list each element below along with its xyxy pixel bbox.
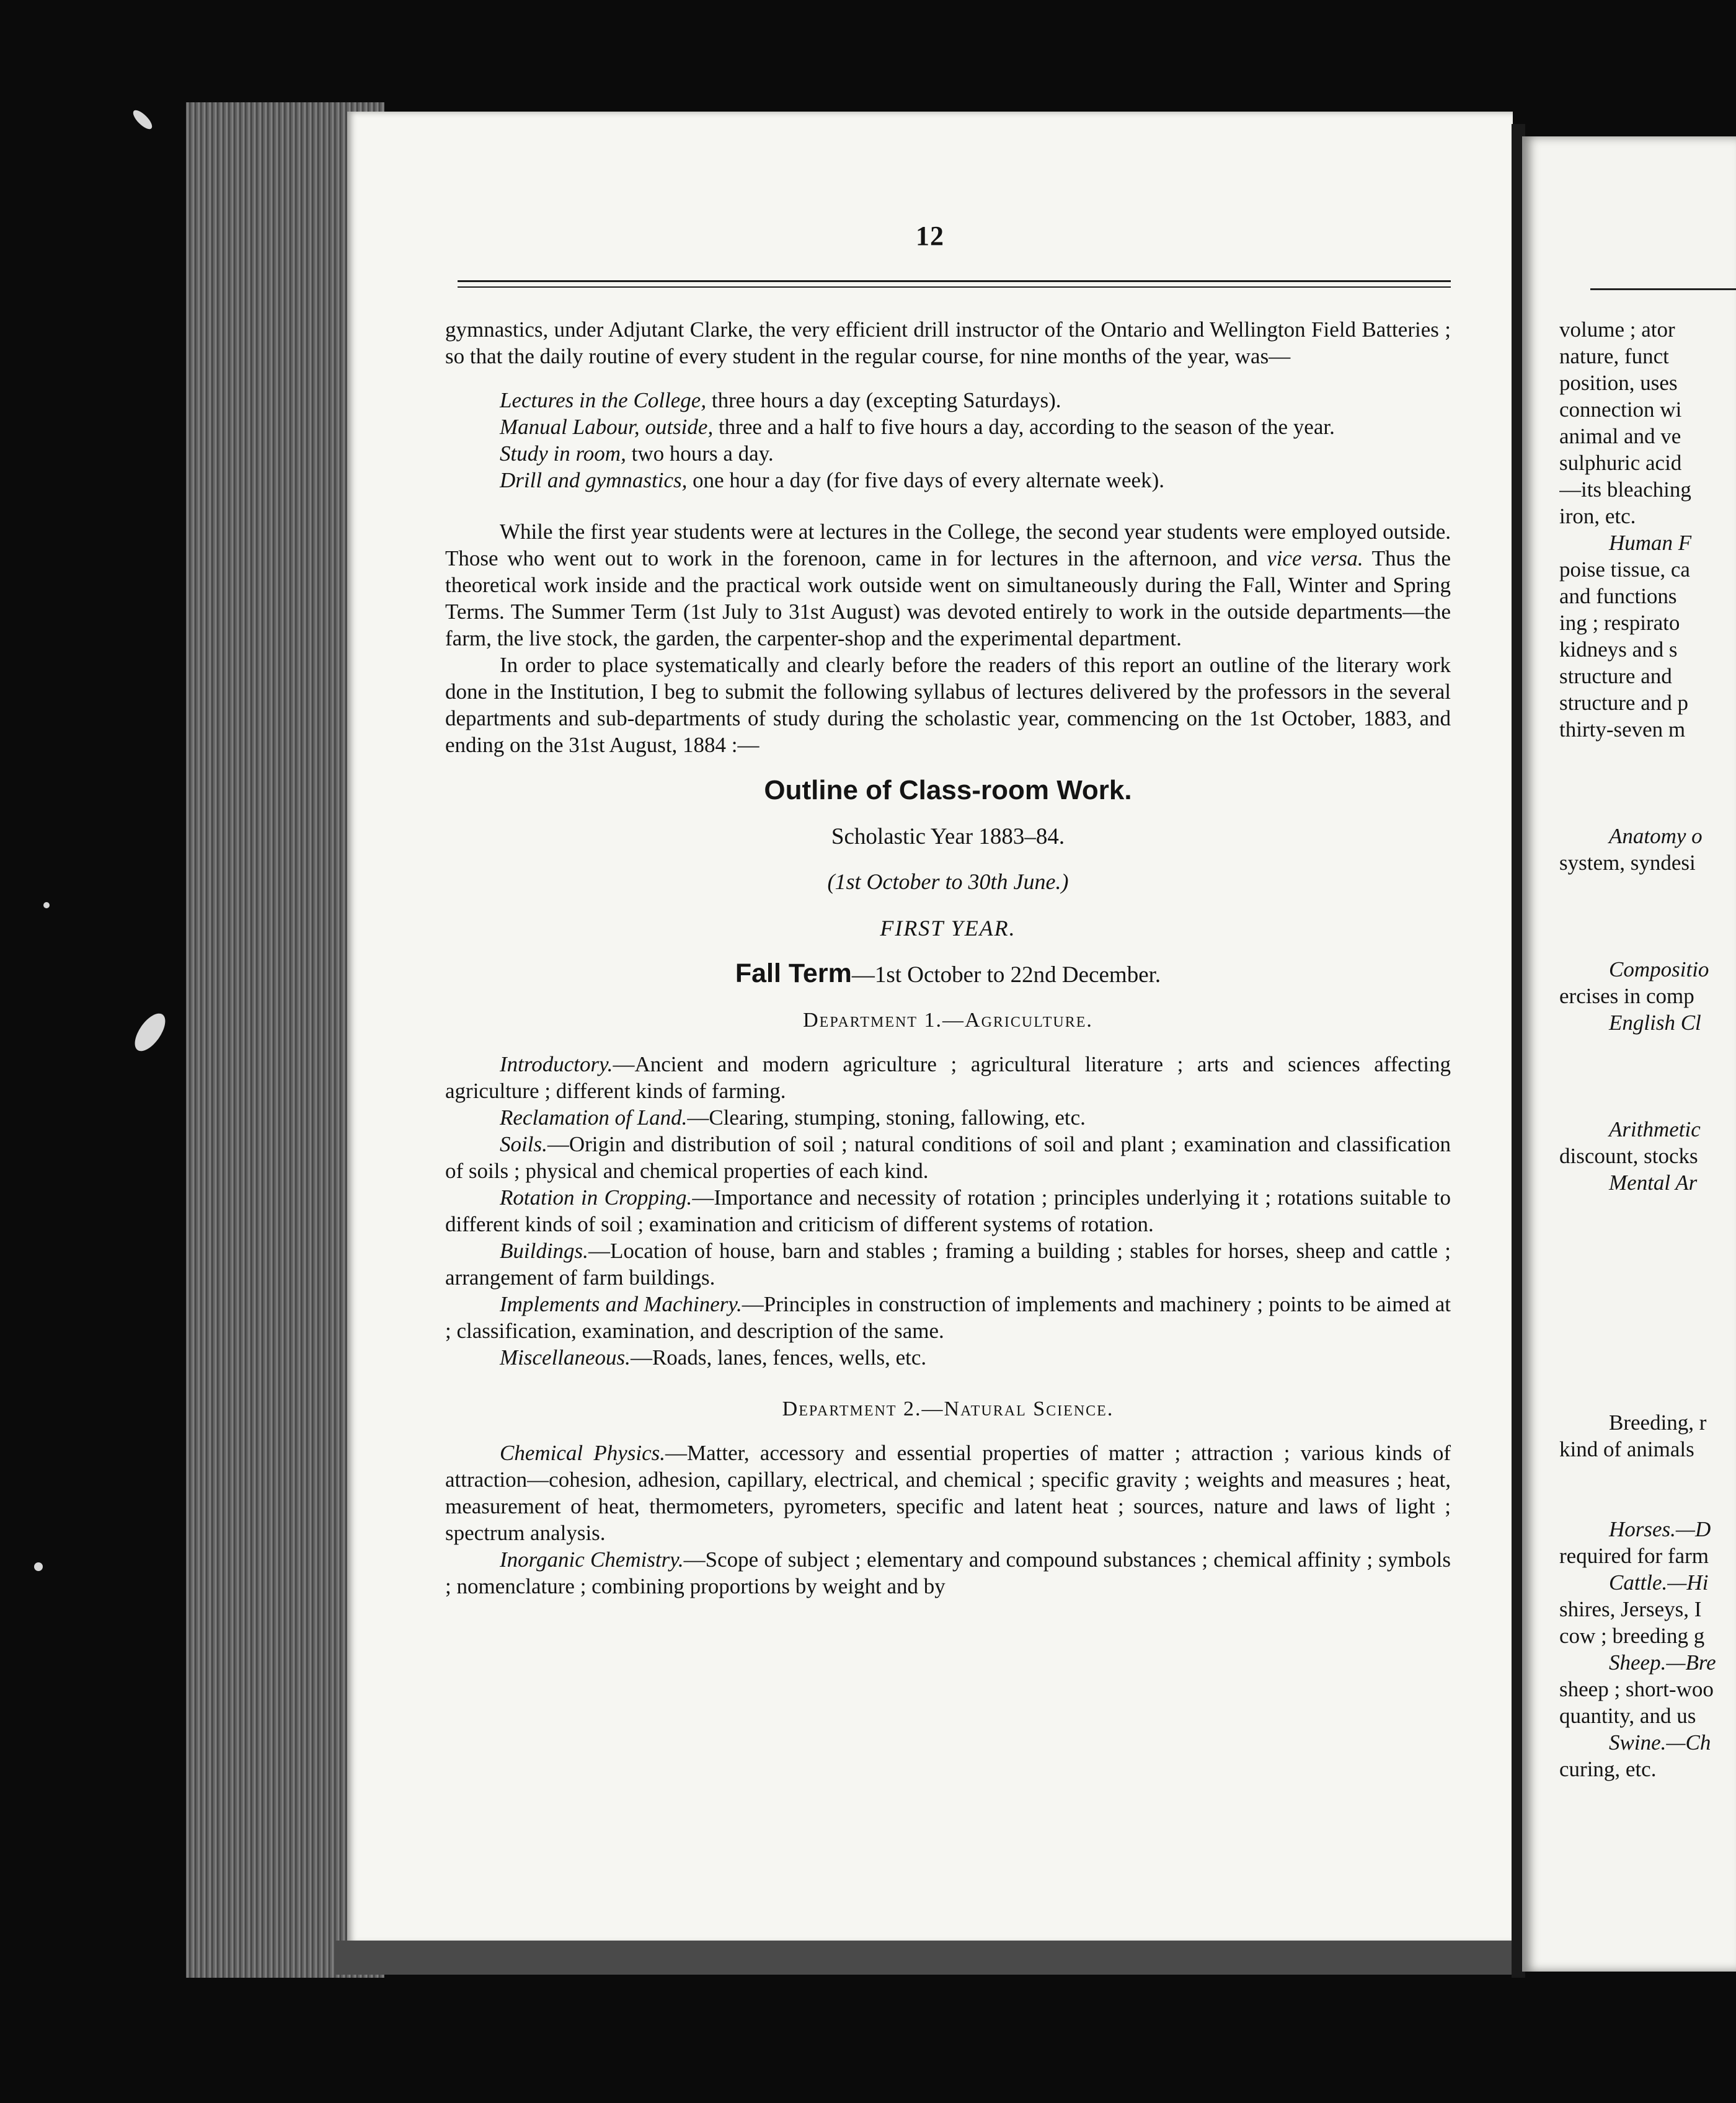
topic-label: Implements and Machinery. [500, 1292, 742, 1316]
facing-page-line: Compositio [1609, 957, 1709, 981]
facing-page-line [1559, 1036, 1736, 1063]
facing-page-line [1559, 1089, 1736, 1116]
facing-page-line: quantity, and us [1559, 1704, 1696, 1728]
facing-page-line: —its bleaching [1559, 477, 1691, 502]
facing-page-line [1559, 1249, 1736, 1276]
facing-page-line [1559, 1463, 1736, 1489]
scan-speck [130, 107, 155, 132]
facing-page-line: English Cl [1609, 1011, 1701, 1035]
page-body [445, 316, 1451, 1600]
book-bottom-edge [335, 1941, 1513, 1975]
facing-page-line: structure and [1559, 664, 1672, 688]
topic-text: —Matter, accessory and essential properties of matter ; attraction ; various kinds of attraction—cohesion, adhesion, capillary, electrical, and chemical ; specific gravity ; weights and measures ; heat, measurement of heat, thermometers, pyrometers, specific and latent heat ; sources, nature and laws of light ; spectrum analysis. [445, 1441, 1451, 1545]
scholastic-year: Scholastic Year 1883–84. [831, 824, 1065, 849]
facing-page-rule [1590, 288, 1736, 290]
facing-page-line: and functions [1559, 584, 1677, 608]
syllabus-paragraph: In order to place systematically and clearly before the readers of this report an outline of the literary work done in the Institution, I beg to submit the following syllabus of lectures delivered by the professors in the several departments and sub-departments of study during the scholastic year, commencing on the 1st October, 1883, and ending on the 31st August, 1884 :— [445, 653, 1451, 757]
facing-page-line: ing ; respirato [1559, 611, 1680, 635]
facing-page-line [1559, 1063, 1736, 1089]
facing-page-line: sulphuric acid [1559, 451, 1682, 475]
routine-text: three hours a day (excepting Saturdays). [706, 388, 1061, 412]
term-dates: (1st October to 30th June.) [827, 869, 1069, 894]
syllabus-item [445, 1131, 1451, 1184]
facing-page-line: shires, Jerseys, I [1559, 1597, 1702, 1621]
syllabus-item [445, 1184, 1451, 1237]
facing-page-line: Breeding, r [1609, 1410, 1707, 1435]
facing-page-line: thirty-seven m [1559, 717, 1686, 742]
facing-page-line: kind of animals [1559, 1437, 1694, 1461]
topic-text: —Scope of subject ; elementary and compound substances ; chemical affinity ; symbols ; nomenclature ; combining proportions by weight and by [445, 1547, 1451, 1598]
routine-text: one hour a day (for five days of every alternate week). [687, 468, 1165, 492]
term-heading [445, 960, 1451, 988]
topic-label: Introductory. [500, 1052, 613, 1076]
routine-item [445, 414, 1451, 440]
terms-text-cont: Thus the theoretical work inside and the practical work outside went on simultaneously during the Fall, Winter and Spring Terms. The Summer Term (1st July to 31st August) was devoted entirely to work in the outside departments—the farm, the live stock, the garden, the carpenter-shop and the experimental department. [445, 546, 1451, 650]
facing-page-line: Human F [1609, 531, 1692, 555]
header-rule-top [458, 280, 1451, 282]
routine-item [445, 440, 1451, 467]
topic-text: —Roads, lanes, fences, wells, etc. [630, 1345, 927, 1370]
facing-page-line [1559, 743, 1736, 769]
facing-page-text [1559, 316, 1736, 1782]
facing-page-line [1559, 929, 1736, 956]
syllabus-item [445, 1291, 1451, 1344]
department-2-heading: Department 2.—Natural Science. [782, 1397, 1114, 1420]
facing-page-line [1559, 1383, 1736, 1409]
syllabus-item [445, 1546, 1451, 1600]
terms-paragraph [445, 518, 1451, 652]
topic-text: —Principles in construction of implements and machinery ; points to be aimed at ; classification, examination, and description of the same. [445, 1292, 1451, 1343]
facing-page-line: animal and ve [1559, 424, 1681, 448]
page-number: 12 [916, 221, 944, 251]
year-heading: FIRST YEAR. [880, 916, 1016, 941]
topic-text: —Ancient and modern agriculture ; agricultural literature ; arts and sciences affecting agriculture ; different kinds of farming. [445, 1052, 1451, 1103]
routine-label: Manual Labour, outside, [500, 415, 714, 439]
topic-text: —Location of house, barn and stables ; framing a building ; stables for horses, sheep and cattle ; arrangement of farm buildings. [445, 1239, 1451, 1290]
routine-label: Drill and gymnastics, [500, 468, 688, 492]
facing-page-line: Anatomy o [1609, 824, 1703, 848]
syllabus-item [445, 1104, 1451, 1131]
topic-label: Miscellaneous. [500, 1345, 631, 1370]
daily-routine [445, 387, 1451, 494]
facing-page-line: position, uses [1559, 371, 1678, 395]
facing-page-line: ercises in comp [1559, 984, 1694, 1008]
facing-page-line: discount, stocks [1559, 1144, 1698, 1168]
term-dates-range: —1st October to 22nd December. [851, 962, 1161, 988]
facing-page-line [1559, 1303, 1736, 1329]
facing-page-line: connection wi [1559, 397, 1682, 422]
facing-page-line [1559, 796, 1736, 823]
facing-page-line: structure and p [1559, 691, 1688, 715]
facing-page-line: cow ; breeding g [1559, 1624, 1705, 1648]
facing-page-line: Swine.—Ch [1609, 1730, 1711, 1755]
facing-page-line: Horses.—D [1609, 1517, 1711, 1541]
facing-page-line [1559, 1223, 1736, 1249]
facing-page-line: nature, funct [1559, 344, 1669, 368]
facing-page-line [1559, 903, 1736, 929]
facing-page-line [1559, 1329, 1736, 1356]
agriculture-syllabus [445, 1051, 1451, 1371]
syllabus-item [445, 1344, 1451, 1371]
routine-text: two hours a day. [626, 441, 774, 466]
facing-page-line [1559, 876, 1736, 903]
facing-page-line: Mental Ar [1609, 1171, 1698, 1195]
topic-label: Buildings. [500, 1239, 588, 1263]
scan-speck [129, 1009, 171, 1056]
routine-text: three and a half to five hours a day, according to the season of the year. [713, 415, 1335, 439]
header-rule-bottom [458, 286, 1451, 288]
facing-page-line [1559, 1276, 1736, 1303]
facing-page-line [1559, 1356, 1736, 1383]
facing-page-line: kidneys and s [1559, 637, 1678, 662]
facing-page-line: iron, etc. [1559, 504, 1636, 528]
syllabus-item [445, 1440, 1451, 1546]
science-syllabus [445, 1440, 1451, 1600]
syllabus-item [445, 1237, 1451, 1291]
routine-label: Lectures in the College, [500, 388, 707, 412]
topic-text: —Importance and necessity of rotation ; principles underlying it ; rotations suitable to different kinds of soil ; examination and criticism of different systems of rotation. [445, 1185, 1451, 1236]
facing-page-line: required for farm [1559, 1544, 1709, 1568]
routine-label: Study in room, [500, 441, 626, 466]
vice-versa: vice versa. [1267, 546, 1363, 570]
facing-page-line [1559, 769, 1736, 796]
term-name: Fall Term [735, 959, 852, 988]
facing-page-line: system, syndesi [1559, 851, 1696, 875]
intro-paragraph: gymnastics, under Adjutant Clarke, the very efficient drill instructor of the Ontario and Wellington Field Batteries ; so that the daily routine of every student in the regular course, for nine months of the year, was— [445, 317, 1451, 368]
facing-page-line: volume ; ator [1559, 317, 1675, 342]
facing-page-line: Sheep.—Bre [1609, 1650, 1716, 1675]
topic-label: Soils. [500, 1132, 547, 1156]
facing-page-line: Arithmetic [1609, 1117, 1701, 1141]
topic-label: Chemical Physics. [500, 1441, 665, 1465]
topic-text: —Origin and distribution of soil ; natural conditions of soil and plant ; examination and classification of soils ; physical and chemical properties of each kind. [445, 1132, 1451, 1183]
facing-page-line: poise tissue, ca [1559, 557, 1690, 582]
topic-text: —Clearing, stumping, stoning, fallowing, etc. [687, 1105, 1086, 1130]
topic-label: Reclamation of Land. [500, 1105, 688, 1130]
facing-page-line: sheep ; short-woo [1559, 1677, 1714, 1701]
terms-text: While the first year students were at lectures in the College, the second year students were employed outside. Those who went out to work in the forenoon, came in for lectures in the afternoon, and [445, 520, 1451, 570]
scan-speck [43, 902, 50, 908]
routine-item [445, 467, 1451, 494]
syllabus-item [445, 1051, 1451, 1104]
scan-speck [34, 1562, 43, 1571]
department-1-heading: Department 1.—Agriculture. [803, 1009, 1093, 1032]
routine-item [445, 387, 1451, 414]
facing-page-line [1559, 1489, 1736, 1516]
facing-page-line: Cattle.—Hi [1609, 1570, 1709, 1595]
topic-label: Rotation in Cropping. [500, 1185, 693, 1210]
facing-page-line: curing, etc. [1559, 1757, 1657, 1781]
outline-title: Outline of Class-room Work. [764, 775, 1132, 805]
topic-label: Inorganic Chemistry. [500, 1547, 684, 1572]
facing-page-line [1559, 1196, 1736, 1223]
